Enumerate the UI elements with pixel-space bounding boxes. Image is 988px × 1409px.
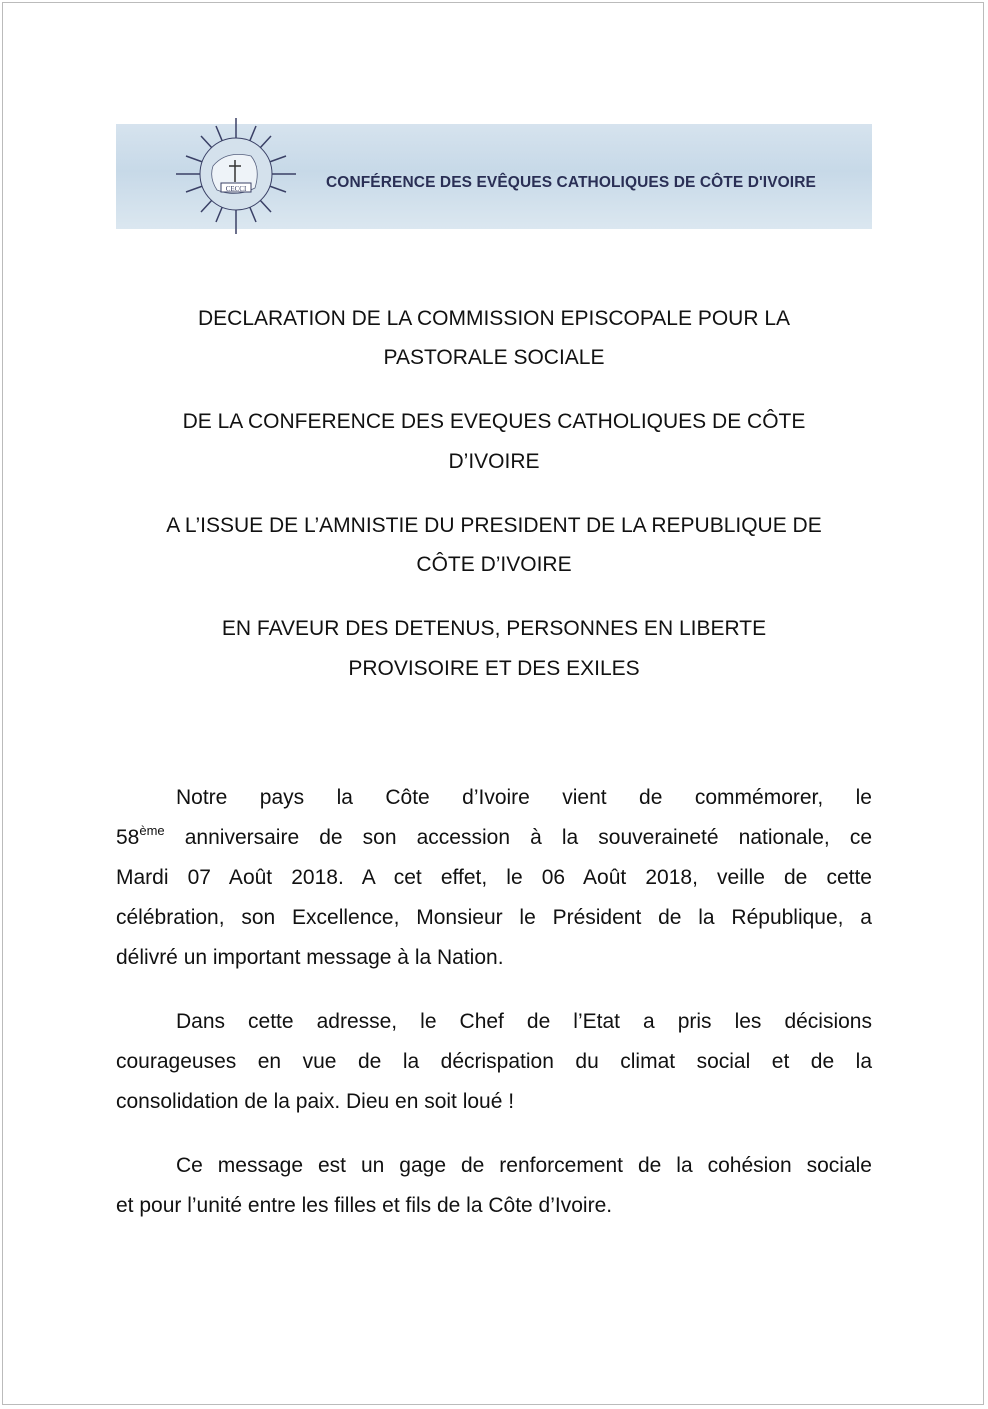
document-page (2, 2, 984, 1405)
text-line: délivré un important message à la Nation. (116, 946, 504, 969)
cecci-logo-icon (171, 116, 301, 236)
text-line: célébration, son Excellence, Monsieur le Président de la République, a (116, 906, 872, 929)
title-line: D’IVOIRE (448, 450, 540, 473)
text-line: Notre pays la Côte d’Ivoire vient de commémorer, le (176, 786, 872, 809)
title-line: PROVISOIRE ET DES EXILES (348, 657, 640, 680)
ordinal-suffix: ème (139, 823, 165, 838)
letterhead-banner (116, 124, 872, 229)
svg-text:CECCI: CECCI (225, 185, 247, 193)
text-line: Dans cette adresse, le Chef de l’Etat a pris les décisions (176, 1010, 872, 1033)
title-line: EN FAVEUR DES DETENUS, PERSONNES EN LIBERTE (221, 617, 767, 640)
title-line: DECLARATION DE LA COMMISSION EPISCOPALE POUR LA (197, 307, 791, 330)
title-line: A L’ISSUE DE L’AMNISTIE DU PRESIDENT DE LA REPUBLIQUE DE (166, 514, 822, 537)
text-span: anniversaire de son accession à la souveraineté nationale, ce (164, 826, 872, 849)
text-line: consolidation de la paix. Dieu en soit loué ! (116, 1090, 515, 1113)
text-line: Ce message est un gage de renforcement de la cohésion sociale (176, 1154, 872, 1177)
title-line: DE LA CONFERENCE DES EVEQUES CATHOLIQUES DE CÔTE (182, 410, 806, 433)
text-line: Mardi 07 Août 2018. A cet effet, le 06 Août 2018, veille de cette (116, 866, 872, 889)
organization-name: CONFÉRENCE DES EVÊQUES CATHOLIQUES DE CÔTE D'IVOIRE (326, 174, 816, 191)
title-line: PASTORALE SOCIALE (383, 346, 605, 369)
text-line (116, 823, 872, 850)
title-line: CÔTE D’IVOIRE (416, 553, 572, 576)
ordinal-number: 58 (116, 826, 140, 849)
text-line: et pour l’unité entre les filles et fils de la Côte d’Ivoire. (116, 1194, 613, 1217)
text-line: courageuses en vue de la décrispation du climat social et de la (116, 1050, 872, 1073)
